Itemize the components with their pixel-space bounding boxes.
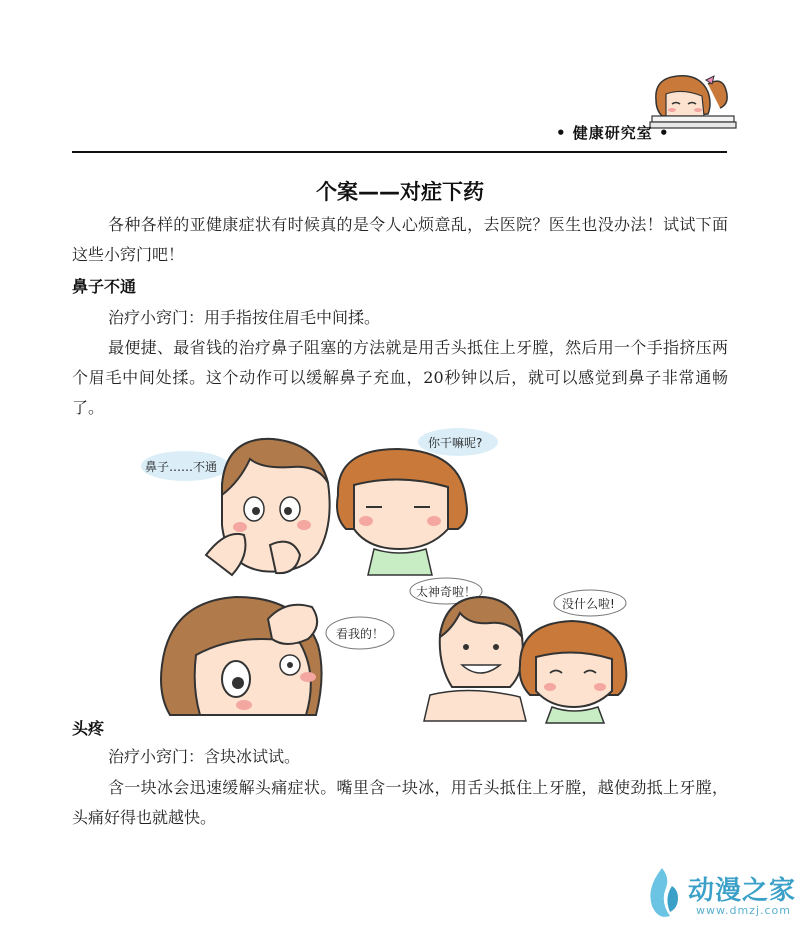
section-tip-nose: 治疗小窍门：用手指按住眉毛中间揉。 [108,308,381,327]
woman-watching [337,449,467,575]
watermark-url: www.dmzj.com [696,904,791,917]
page-title: 个案——对症下药 [316,180,484,204]
section-tip-headache: 治疗小窍门：含块冰试试。 [108,747,301,766]
bubble-text-1: 鼻子……不通 [145,460,218,474]
bubble-text-4: 太神奇啦！ [416,585,477,599]
section-heading-nose: 鼻子不通 [72,277,137,296]
section-label: • 健康研究室 • [556,124,670,142]
header-divider [72,151,727,153]
comic-illustration [0,425,800,725]
bubble-text-2: 你干嘛呢? [428,436,483,450]
bubble-text-3: 看我的！ [336,627,385,641]
watermark-name: 动漫之家 [688,876,797,906]
man-pressing-brow [206,439,330,575]
section-body-nose: 最便捷、最省钱的治疗鼻子阻塞的方法就是用舌头抵住上牙膛，然后用一个手指挤压两个眉毛中间处揉。这个动作可以缓解鼻子充血，20秒钟以后，就可以感觉到鼻子非常通畅了。 [72,338,728,417]
man-pressing-forehead [161,597,322,715]
man-grinning [424,597,526,721]
section-body-headache: 含一块冰会迅速缓解头痛症状。嘴里含一块冰，用舌头抵住上牙膛，越使劲抵上牙膛，头痛好得也就越快。 [72,778,728,827]
bubble-text-5: 没什么啦! [562,597,615,611]
woman-smiling [520,621,627,723]
intro-paragraph: 各种各样的亚健康症状有时候真的是令人心烦意乱，去医院？医生也没办法！试试下面这些小窍门吧！ [72,215,728,264]
section-heading-headache: 头疼 [72,719,105,738]
